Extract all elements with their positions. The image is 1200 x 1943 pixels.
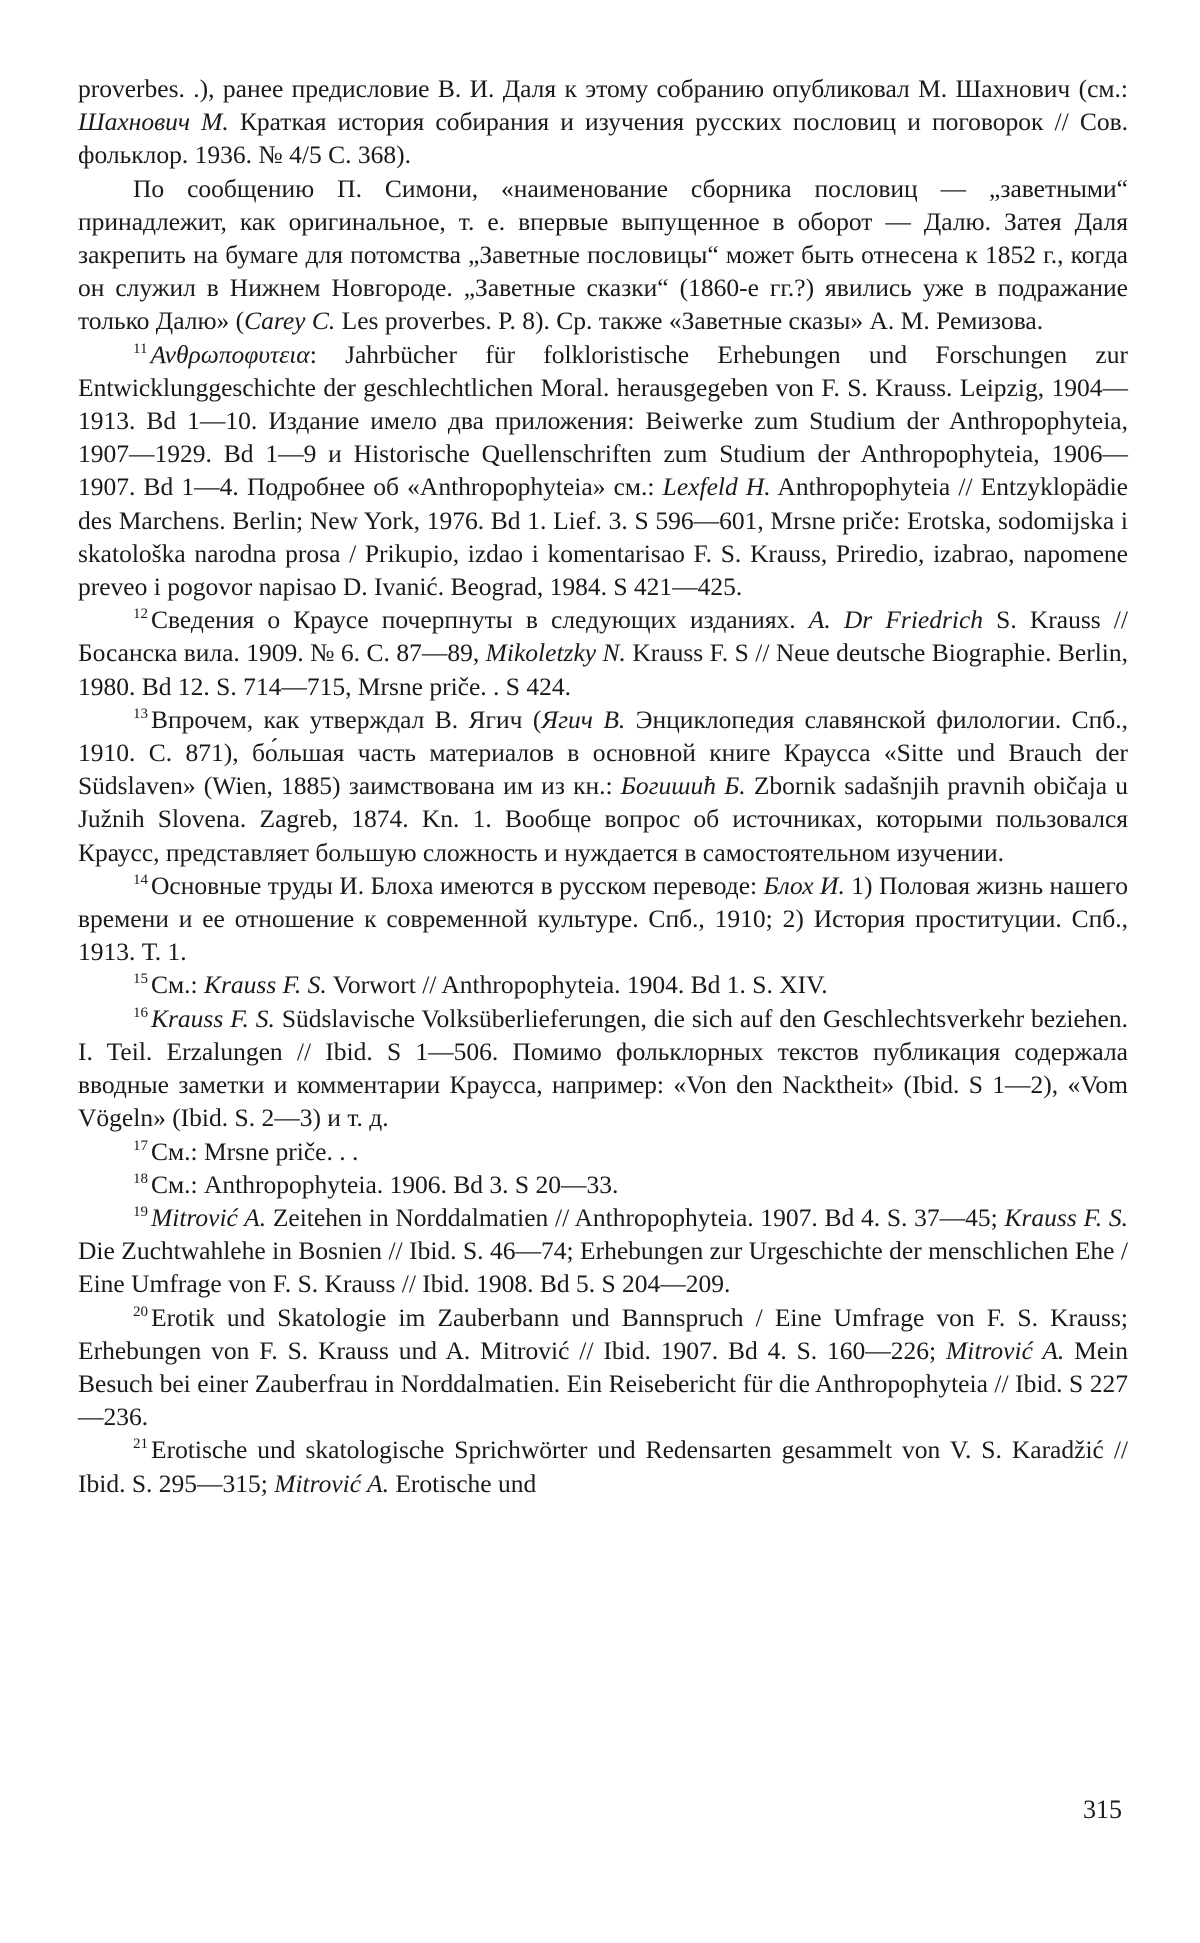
footnote-text: Энциклопедия славянской филологии. Спб., 1910. С. 871), бо́льшая часть материалов в основной книге Краусса «Sitte und Brauch der Südslaven» (Wien, 1885) заимствована им из кн.: <box>78 704 1129 801</box>
footnote-italic-text: Mitrović A. <box>151 1202 267 1232</box>
footnote-italic-text: Lexfeld H. <box>662 472 771 502</box>
footnote-15 <box>78 968 1128 1001</box>
footnote-21 <box>78 1433 1128 1499</box>
footnote-number: 18 <box>133 1170 148 1187</box>
page-number: 315 <box>1083 1795 1122 1824</box>
footnote-italic-text: Mikoletzky N. <box>485 638 626 668</box>
footnote-text: Krauss F. S // Neue deutsche Biographie. Berlin, 1980. Bd 12. S. 714—715, Mrsne priče. . S 424. <box>78 638 1128 701</box>
footnote-text: Anthropophyteia // Entzyklopädie des Marchens. Berlin; New York, 1976. Bd 1. Lief. 3. S 596—601, Mrsne priče: Erotska, sodomijska i skatološka narodna prosa / Prikupio, izdao i komentarisao F. S. Krauss, Priredio, izabrao, napomene preveo i pogovor napisao D. Ivanić. Beograd, 1984. S 421—425. <box>78 472 1128 602</box>
footnote-number: 14 <box>133 871 148 888</box>
footnote-italic-text: Krauss F. S. <box>151 1003 275 1033</box>
footnote-text: См.: <box>151 970 204 1000</box>
footnote-text: Mein Besuch bei einer Zauberfrau in Norddalmatien. Ein Reisebericht für die Anthropophyteia // Ibid. S 227—236. <box>78 1335 1128 1432</box>
footnote-18 <box>78 1168 1128 1201</box>
footnote-text: Vorwort // Anthropophyteia. 1904. Bd 1. S. XIV. <box>326 970 828 1000</box>
footnote-italic-text: Ягич В. <box>541 704 626 734</box>
footnote-number: 19 <box>133 1203 148 1220</box>
footnote-19 <box>78 1201 1128 1301</box>
footnote-text: Основные труды И. Блоха имеются в русском переводе: <box>151 870 764 900</box>
footnote-text: Zbornik sadašnjih pravnih običaja u Južnih Slovena. Zagreb, 1874. Kn. 1. Вообще вопрос об источниках, которыми пользовался Краусс, представляет большую сложность и нуждается в самостоятельном изучении. <box>78 771 1128 867</box>
footnote-text: Erotische und <box>388 1468 537 1498</box>
footnote-20 <box>78 1301 1128 1434</box>
footnote-number: 16 <box>133 1004 148 1021</box>
footnote-text: 1) Половая жизнь нашего времени и ее отношение к современной культуре. Спб., 1910; 2) История проституции. Спб., 1913. Т. 1. <box>78 870 1129 967</box>
footnote-italic-text: A. Dr Friedrich <box>808 605 984 635</box>
footnote-number: 21 <box>133 1436 148 1453</box>
footnote-italic-text: Блох И. <box>763 870 845 900</box>
footnote-number: 12 <box>133 606 148 623</box>
footnote-text: Erotik und Skatologie im Zauberbann und Bannspruch / Eine Umfrage von F. S. Krauss; Erhebungen von F. S. Krauss und A. Mitrović // Ibid. 1907. Bd 4. S. 160—226; <box>78 1302 1128 1365</box>
footnote-italic-text: Krauss F. S. <box>203 970 327 1000</box>
footnote-number: 20 <box>133 1303 148 1320</box>
footnote-number: 15 <box>133 971 148 988</box>
footnote-17 <box>78 1135 1128 1168</box>
footnote-text: Südslavische Volksüberlieferungen, die sich auf den Geschlechtsverkehr beziehen. I. Teil. Erzalungen // Ibid. S 1—506. Помимо фольклорных текстов публикация содержала вводные заметки и комментарии Краусса, например: «Von den Nacktheit» (Ibid. S 1—2), «Vom Vögeln» (Ibid. S. 2—3) и т. д. <box>78 1003 1128 1133</box>
footnote-text: S. Krauss // Босанска вила. 1909. № 6. С. 87—89, <box>78 605 1128 668</box>
footnote-text: Zeitehen in Norddalmatien // Anthropophyteia. 1907. Bd 4. S. 37—45; <box>266 1202 1005 1232</box>
footnote-text: Сведения о Краусе почерпнуты в следующих изданиях. <box>151 605 809 635</box>
footnote-italic-text: Mitrović A. <box>946 1335 1065 1365</box>
paragraph-intro: proverbes. .), ранее предисловие В. И. Даля к этому собранию опубликовал М. Шахнович (см.: Шахнович М. Краткая история собирания и изучения русских пословиц и поговорок // Сов. фольклор. 1936. № 4/5 С. 368). <box>78 74 1128 170</box>
footnote-13 <box>78 703 1128 869</box>
footnote-italic-text: Krauss F. S. <box>1004 1202 1128 1232</box>
page-body <box>78 72 1128 1500</box>
footnote-italic-text: Ανθρωποφυτεια <box>150 339 310 369</box>
footnote-14 <box>78 869 1128 969</box>
footnotes <box>78 338 1128 1500</box>
footnote-italic-text: Богишић Б. <box>620 771 746 801</box>
footnote-text: См.: Mrsne priče. . . <box>151 1136 359 1166</box>
footnote-number: 11 <box>133 340 148 357</box>
footnote-number: 13 <box>133 705 148 722</box>
footnote-12 <box>78 603 1128 703</box>
footnote-text: Впрочем, как утверждал В. Ягич ( <box>151 704 542 734</box>
footnote-text: Die Zuchtwahlehe in Bosnien // Ibid. S. 46—74; Erhebungen zur Urgeschichte der menschlichen Ehe / Eine Umfrage von F. S. Krauss // Ibid. 1908. Bd 5. S 204—209. <box>78 1236 1128 1299</box>
footnote-text: : Jahrbücher für folkloristische Erhebungen und Forschungen zur Entwicklunggeschichte der geschlechtlichen Moral. herausgegeben von F. S. Krauss. Leipzig, 1904—1913. Bd 1—10. Издание имело два приложения: Beiwerke zum Studium der Anthropophyteia, 1907—1929. Bd 1—9 и Historische Quellenschriften zum Studium der Anthropophyteia, 1906—1907. Bd 1—4. Подробнее об «Anthropophyteia» см.: <box>78 339 1128 502</box>
footnote-number: 17 <box>133 1137 148 1154</box>
footnote-text: См.: Anthropophyteia. 1906. Bd 3. S 20—33. <box>151 1169 619 1199</box>
footnote-text: Erotische und skatologische Sprichwörter und Redensarten gesammelt von V. S. Karadžić // Ibid. S. 295—315; <box>78 1435 1128 1498</box>
footnote-italic-text: Mitrović A. <box>274 1468 389 1498</box>
footnote-16 <box>78 1002 1128 1135</box>
paragraph-simoni: По сообщению П. Симони, «наименование сборника пословиц — „заветными“ принадлежит, как оригинальное, т. е. впервые выпущенное в оборот — Далю. Затея Даля закрепить на бумаге для потомства „Заветные пословицы“ может быть отнесена к 1852 г., когда он служил в Нижнем Новгороде. „Заветные сказки“ (1860-е гг.?) явились уже в подражание только Далю» (Carey C. Les proverbes. P. 8). Ср. также «Заветные сказы» А. М. Ремизова. <box>78 173 1128 336</box>
footnote-11 <box>78 338 1128 604</box>
